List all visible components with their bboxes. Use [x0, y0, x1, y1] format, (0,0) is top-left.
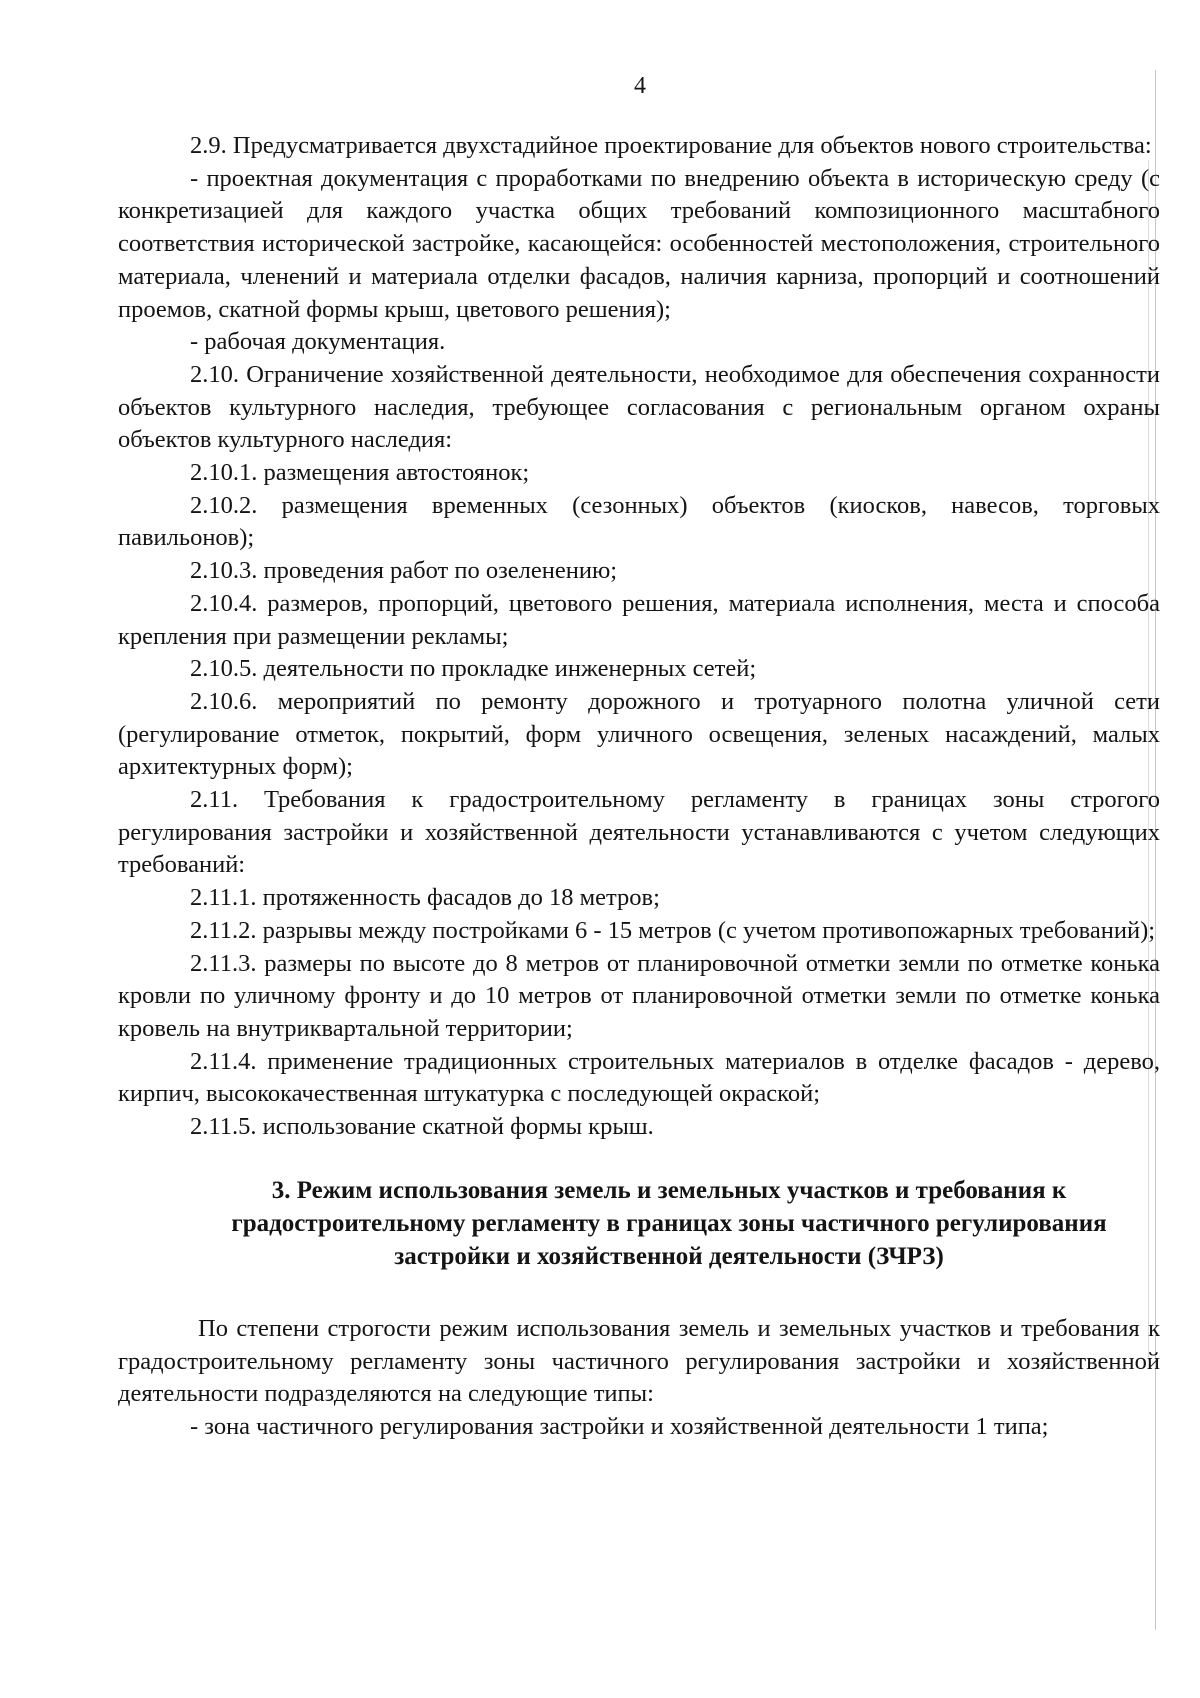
list-item: - зона частичного регулирования застройки и хозяйственной деятельности 1 типа; — [190, 1412, 1049, 1440]
paragraph: 2.10. Ограничение хозяйственной деятельности, необходимое для обеспечения сохранности объектов культурного наследия, требующее согласования с региональным органом охраны объектов культурного наследия: — [118, 360, 1160, 454]
section-2-continuation — [118, 130, 1160, 1144]
paragraph: - рабочая документация. — [190, 328, 446, 356]
paragraph: - проектная документация с проработками по внедрению объекта в историческую среду (с конкретизацией для каждого участка общих требований композиционного масштабного соответствия исторической застройке, касающейся: особенностей местоположения, строительного материала, членений и материала отделки фасадов, наличия карниза, пропорций и соотношений проемов, скатной формы крыш, цветового решения); — [118, 164, 1160, 323]
paragraph: 2.11.2. разрывы между постройками 6 - 15 метров (с учетом противопожарных требований); — [190, 916, 1156, 944]
paragraph: 2.10.2. размещения временных (сезонных) объектов (киосков, навесов, торговых павильонов); — [118, 491, 1160, 552]
section-3-heading: 3. Режим использования земель и земельных участков и требования к градостроительному регламенту в границах зоны частичного регулирования застройки и хозяйственной деятельности (ЗЧРЗ) — [231, 1176, 1107, 1270]
paragraph: 2.10.3. проведения работ по озеленению; — [190, 557, 618, 585]
paragraph: 2.11.5. использование скатной формы крыш. — [190, 1113, 654, 1141]
paragraph: 2.11. Требования к градостроительному регламенту в границах зоны строгого регулирования застройки и хозяйственной деятельности устанавливаются с учетом следующих требований: — [118, 786, 1160, 879]
paragraph: 2.10.6. мероприятий по ремонту дорожного и тротуарного полотна уличной сети (регулирование отметок, покрытий, форм уличного освещения, зеленых насаждений, малых архитектурных форм); — [118, 687, 1160, 781]
document-body — [118, 130, 1160, 1444]
paragraph: 2.11.1. протяженность фасадов до 18 метров; — [190, 884, 660, 912]
paragraph: 2.10.1. размещения автостоянок; — [190, 459, 530, 487]
paragraph: 2.11.3. размеры по высоте до 8 метров от планировочной отметки земли по отметке конька кровли по уличному фронту и до 10 метров от планировочной отметки земли по отметке конька кровель на внутриквартальной территории; — [118, 949, 1160, 1042]
page-number: 4 — [634, 73, 646, 99]
section-3-list — [118, 1411, 1160, 1444]
paragraph: 2.10.5. деятельности по прокладке инженерных сетей; — [190, 655, 757, 683]
paragraph: 2.11.4. применение традиционных строительных материалов в отделке фасадов - дерево, кирпич, высококачественная штукатурка с последующей окраской; — [118, 1047, 1160, 1108]
paragraph: 2.10.4. размеров, пропорций, цветового решения, материала исполнения, места и способа крепления при размещении рекламы; — [118, 589, 1160, 650]
paragraph: 2.9. Предусматривается двухстадийное проектирование для объектов нового строительства: — [190, 132, 1152, 159]
section-3-intro: По степени строгости режим использования земель и земельных участков и требования к градостроительному регламенту зоны частичного регулирования застройки и хозяйственной деятельности подразделяются на следующие типы: — [118, 1314, 1160, 1408]
